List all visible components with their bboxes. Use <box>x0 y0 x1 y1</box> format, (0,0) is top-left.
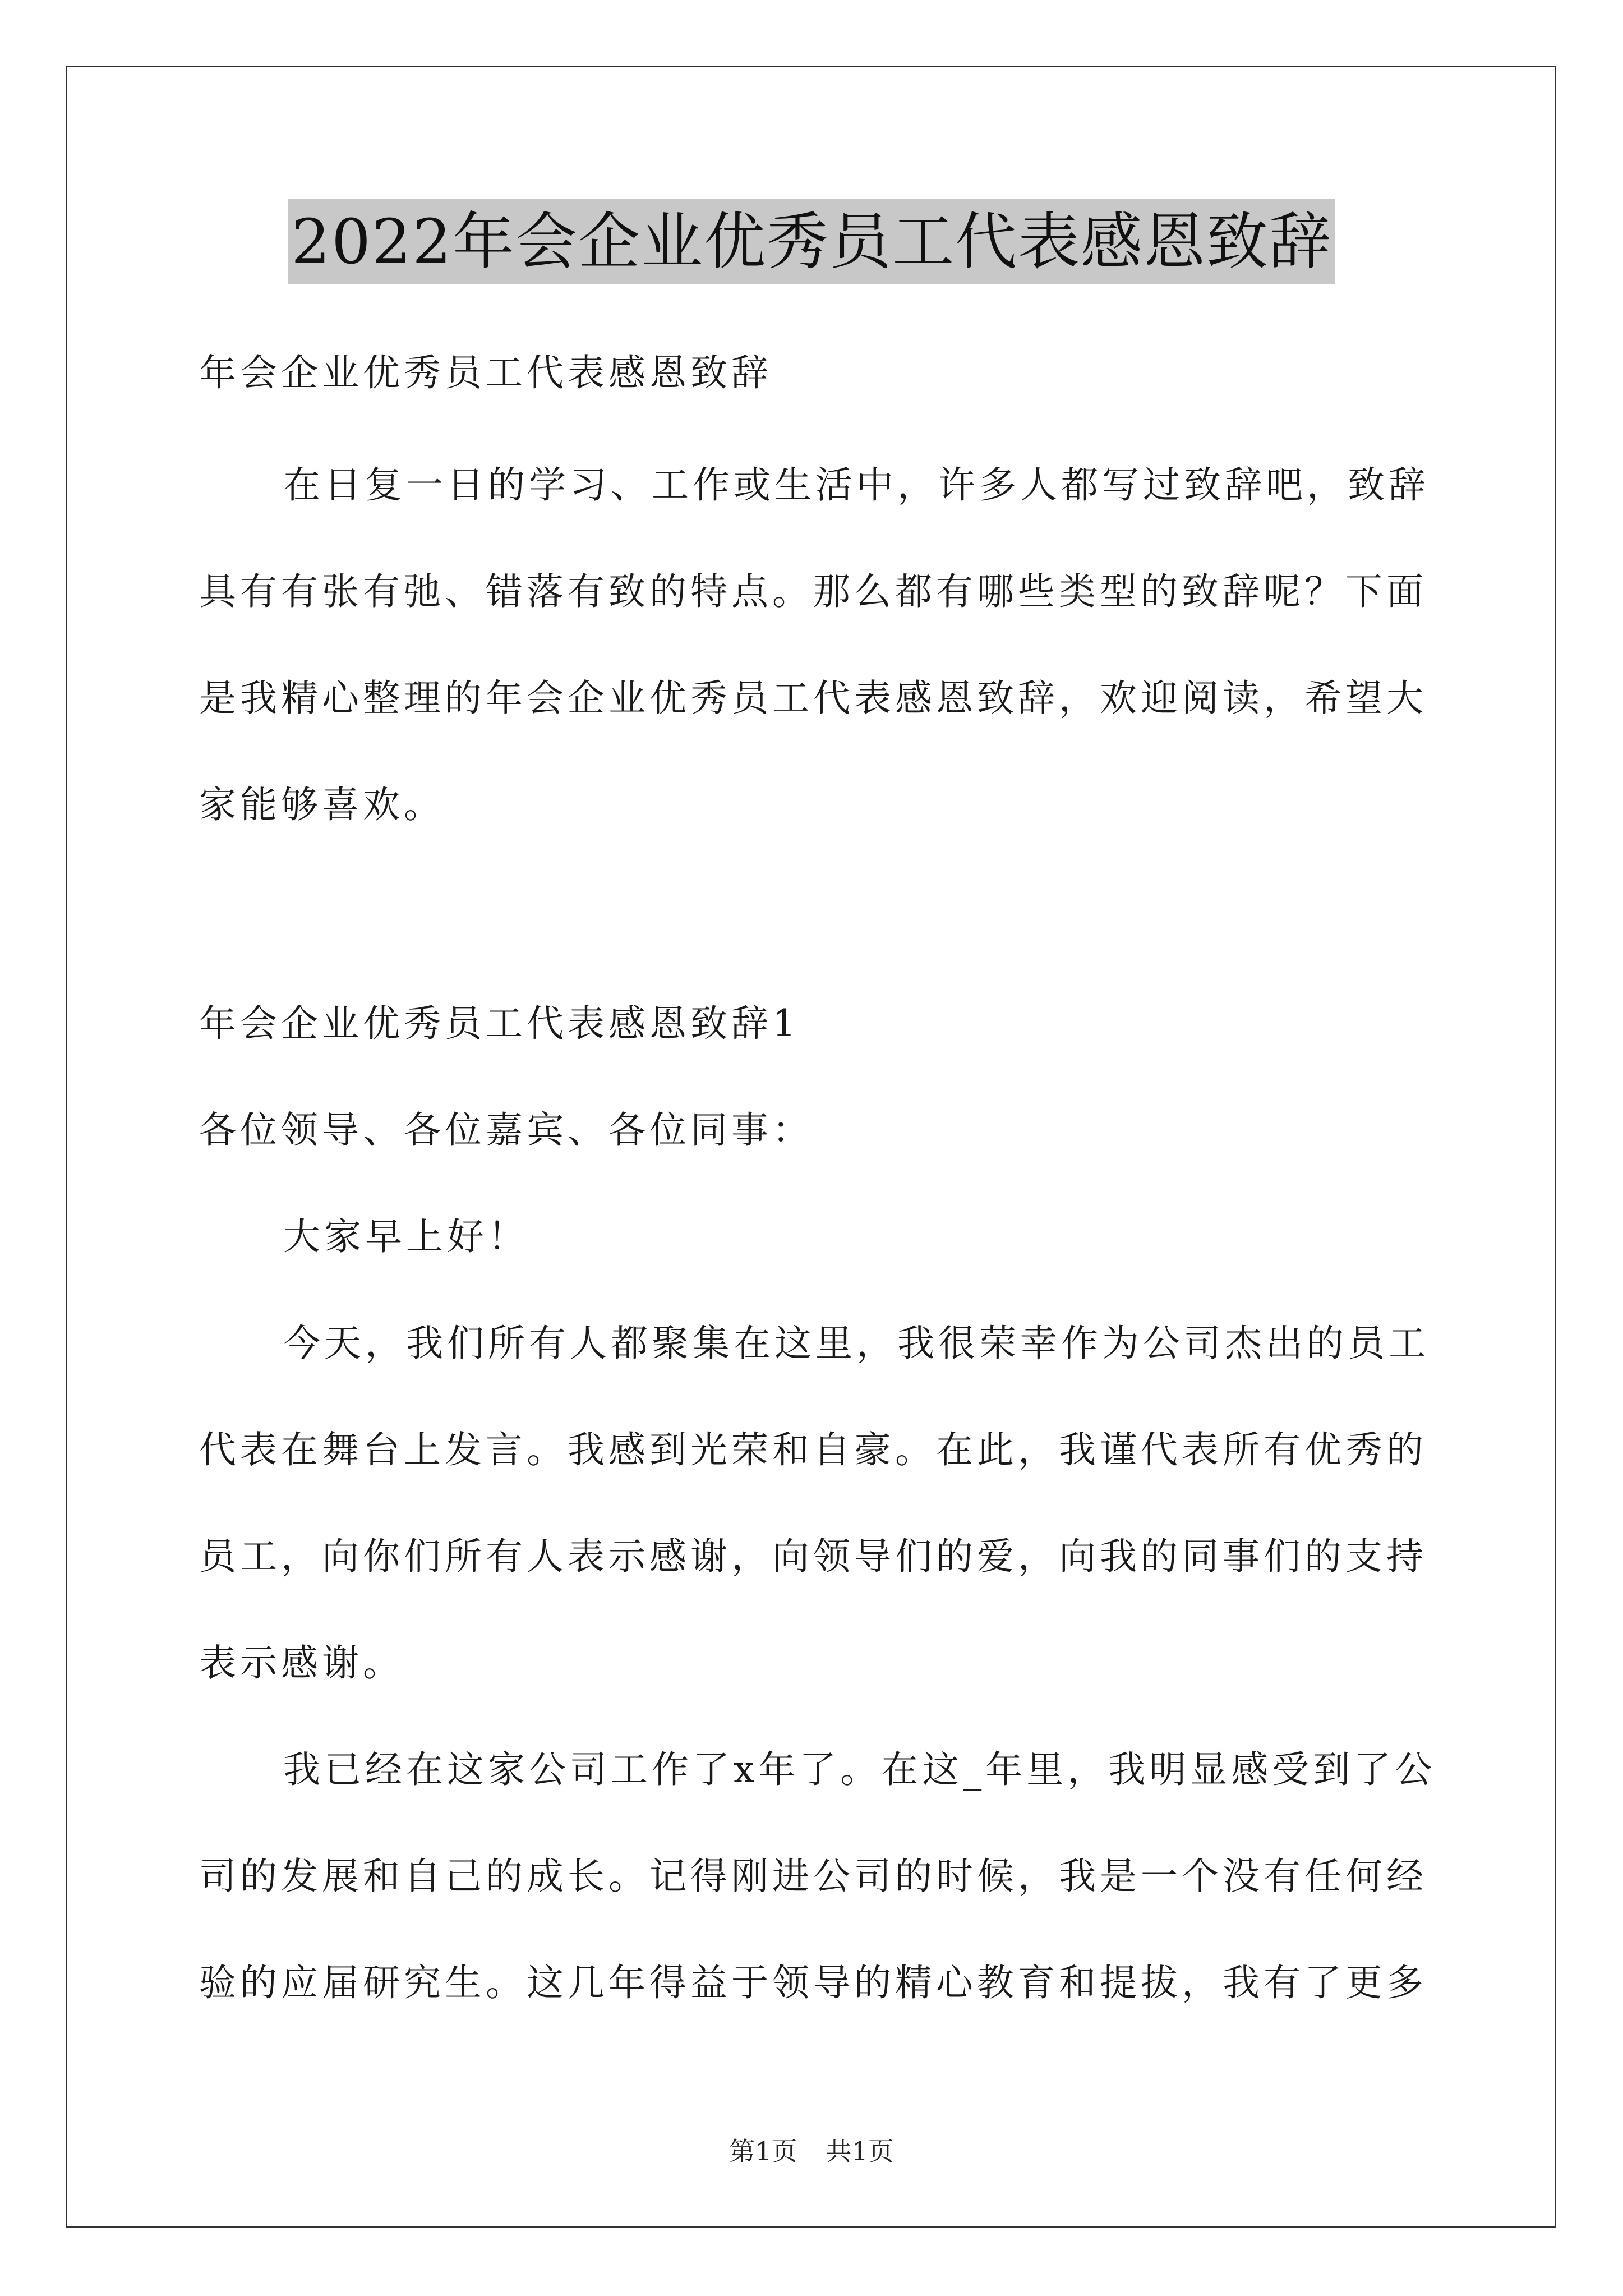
paragraph-line: 具有有张有弛、错落有致的特点。那么都有哪些类型的致辞呢？下面 <box>199 570 1427 613</box>
page-number-total: 共1页 <box>826 2136 894 2166</box>
subtitle-line: 年会企业优秀员工代表感恩致辞 <box>199 351 772 394</box>
paragraph-line: 司的发展和自己的成长。记得刚进公司的时候，我是一个没有任何经 <box>199 1855 1427 1898</box>
page-footer <box>0 2134 1623 2168</box>
paragraph-line: 员工，向你们所有人表示感谢，向领导们的爱，向我的同事们的支持 <box>199 1535 1427 1578</box>
greeting-line: 大家早上好！ <box>283 1215 529 1258</box>
title-container <box>0 199 1623 284</box>
document-title: 2022年会企业优秀员工代表感恩致辞 <box>288 199 1335 284</box>
paragraph-line: 验的应届研究生。这几年得益于领导的精心教育和提拔，我有了更多 <box>199 1961 1427 2004</box>
section-heading: 年会企业优秀员工代表感恩致辞1 <box>199 1002 800 1045</box>
paragraph-line: 代表在舞台上发言。我感到光荣和自豪。在此，我谨代表所有优秀的 <box>199 1428 1427 1471</box>
paragraph-line: 表示感谢。 <box>199 1641 404 1685</box>
paragraph-line: 是我精心整理的年会企业优秀员工代表感恩致辞，欢迎阅读，希望大 <box>199 677 1427 720</box>
paragraph-line: 今天，我们所有人都聚集在这里，我很荣幸作为公司杰出的员工 <box>283 1322 1430 1365</box>
paragraph-line: 我已经在这家公司工作了x年了。在这_年里，我明显感受到了公 <box>283 1748 1436 1791</box>
paragraph-line: 在日复一日的学习、工作或生活中，许多人都写过致辞吧，致辞 <box>283 463 1430 507</box>
salutation-line: 各位领导、各位嘉宾、各位同事： <box>199 1108 813 1152</box>
page-number-current: 第1页 <box>729 2136 797 2166</box>
paragraph-line: 家能够喜欢。 <box>199 783 445 826</box>
